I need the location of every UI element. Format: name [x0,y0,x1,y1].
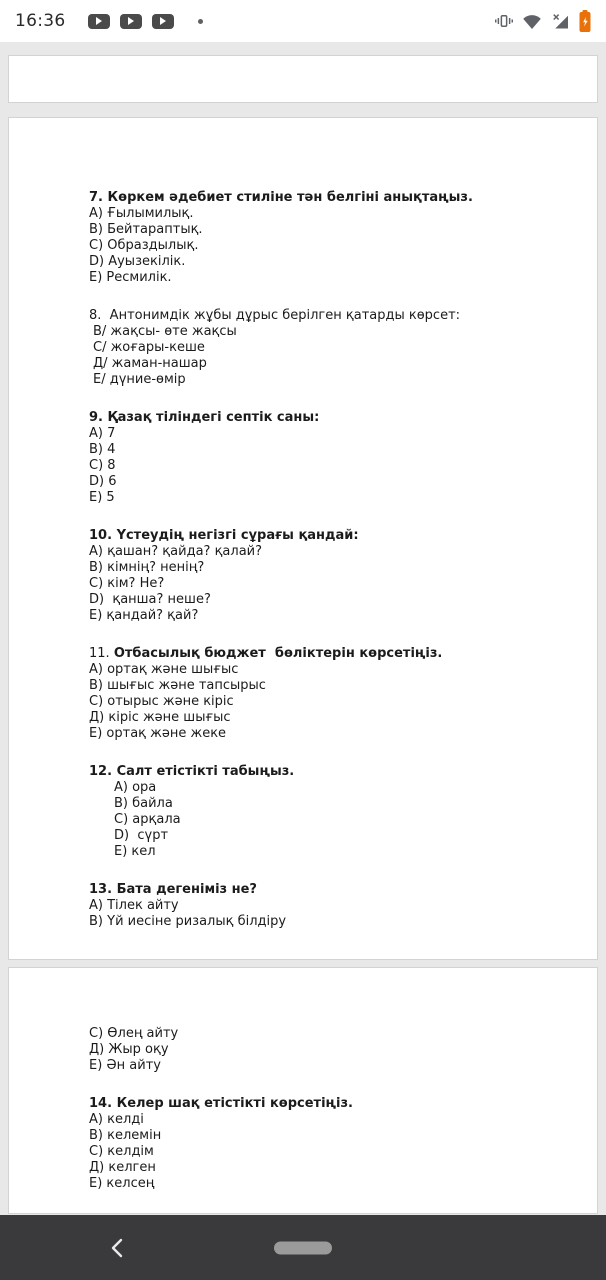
question-text: Салт етістікті табыңыз. [116,764,295,779]
question-block [89,882,563,930]
question-block [89,308,563,388]
question-text: Бата дегеніміз не? [116,882,257,897]
question-block [89,410,563,506]
play-icon [96,17,102,25]
answer-option: С) Образдылық. [89,238,199,253]
question-text: Антонимдік жұбы дұрыс берілген қатарды көрсет: [109,308,461,323]
battery-icon [579,10,591,32]
answer-option: А) Тілек айту [89,898,179,913]
status-system-icons [495,10,591,32]
question-number: 9. [89,410,108,425]
back-icon [110,1238,124,1258]
answer-option: С) 8 [89,458,116,473]
answer-option: D) Ауызекілік. [89,254,186,269]
answer-option: Д/ жаман-нашар [93,356,207,371]
youtube-notification-icon [152,14,174,29]
answer-option: С/ жоғары-кеше [93,340,205,355]
notification-overflow-dot [198,19,203,24]
question-text: Қазақ тіліндегі септік саны: [107,410,320,425]
question-title [89,1096,563,1112]
answer-option: Е) ортақ және жеке [89,726,227,741]
question-text: Үстеудің негізгі сұрағы қандай: [116,528,359,543]
answer-option: Е/ дүние-өмір [93,372,186,387]
answer-option: В) Үй иесіне ризалық білдіру [89,914,287,929]
answer-option: А) ора [114,780,157,795]
play-icon [128,17,134,25]
question-number: 8. [89,308,110,323]
question-title [89,190,563,206]
question-block [89,528,563,624]
answer-option: А) Ғылымилық. [89,206,194,221]
question-title [89,308,563,324]
question-block [89,190,563,286]
back-button[interactable] [103,1234,131,1262]
answer-option: Е) 5 [89,490,115,505]
answer-option: В/ жақсы- өте жақсы [93,324,237,339]
answer-option: С) келдім [89,1144,154,1159]
answer-option: Д) кіріс және шығыс [89,710,231,725]
question-block [89,1096,563,1192]
vibrate-icon [495,12,513,30]
answer-option: С) Өлең айту [89,1026,179,1041]
question-list [89,190,563,930]
document-page-next [8,967,598,1214]
wifi-icon [522,13,542,30]
continuation-options [89,1026,563,1074]
question-text: Көркем әдебиет стиліне тән белгіні анықтаңыз. [107,190,473,205]
question-block [89,646,563,742]
question-title [89,882,563,898]
question-list-page2 [89,1096,563,1192]
question-number: 7. [89,190,108,205]
answer-option: А) 7 [89,426,116,441]
question-number: 14. [89,1096,117,1111]
answer-option: А) ортақ және шығыс [89,662,239,677]
answer-option: Е) қандай? қай? [89,608,199,623]
notification-icons [88,14,203,29]
question-number: 11. [89,646,114,661]
answer-option: С) арқала [114,812,181,827]
youtube-notification-icon [88,14,110,29]
answer-option: Е) Ән айту [89,1058,161,1073]
answer-option: D) сүрт [114,828,169,843]
answer-option: С) отырыс және кіріс [89,694,234,709]
answer-option: В) 4 [89,442,116,457]
question-text: Келер шақ етістікті көрсетіңіз. [116,1096,353,1111]
document-viewer[interactable] [0,42,606,1215]
navigation-bar [0,1215,606,1280]
answer-option: D) 6 [89,474,117,489]
question-title [89,764,563,780]
status-time: 16:36 [15,11,66,31]
question-block [89,764,563,860]
play-icon [160,17,166,25]
home-pill-button[interactable] [274,1241,332,1254]
question-title [89,646,563,662]
answer-option: В) Бейтараптық. [89,222,203,237]
document-page-previous [8,55,598,103]
signal-no-internet-icon [551,12,570,30]
answer-option: Е) келсең [89,1176,155,1191]
answer-option: В) шығыс және тапсырыс [89,678,266,693]
status-bar [0,0,606,42]
question-number: 13. [89,882,117,897]
question-number: 10. [89,528,117,543]
answer-option: Е) кел [114,844,156,859]
question-title [89,410,563,426]
question-text: Отбасылық бюджет бөліктерін көрсетіңіз. [113,646,443,661]
answer-option: В) байла [114,796,173,811]
question-title [89,528,563,544]
answer-option: Д) келген [89,1160,156,1175]
youtube-notification-icon [120,14,142,29]
answer-option: Д) Жыр оқу [89,1042,169,1057]
question-number: 12. [89,764,117,779]
answer-option: В) кімнің? ненің? [89,560,205,575]
answer-option: D) қанша? неше? [89,592,211,607]
answer-option: Е) Ресмилік. [89,270,172,285]
answer-option: С) кім? Не? [89,576,165,591]
document-page-current [8,117,598,960]
answer-option: В) келемін [89,1128,162,1143]
answer-option: А) қашан? қайда? қалай? [89,544,263,559]
answer-option: А) келді [89,1112,144,1127]
